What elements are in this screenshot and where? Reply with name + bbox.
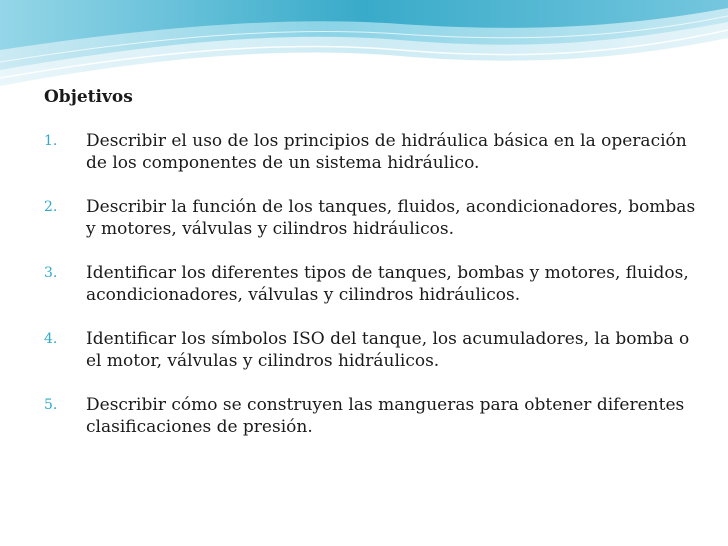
- objective-number: 5.: [44, 397, 58, 413]
- objective-item: [44, 328, 704, 372]
- objective-item: [44, 130, 704, 174]
- objectives-list: [44, 130, 704, 438]
- slide-heading: Objetivos: [44, 87, 133, 107]
- objective-text: Describir el uso de los principios de hidráulica básica en la operación de los componentes de un sistema hidráulico.: [86, 131, 687, 173]
- objective-item: [44, 394, 704, 438]
- objective-number: 2.: [44, 199, 58, 215]
- objective-number: 3.: [44, 265, 58, 281]
- objective-number: 1.: [44, 133, 58, 149]
- objective-item: [44, 262, 704, 306]
- objective-item: [44, 196, 704, 240]
- objective-number: 4.: [44, 331, 58, 347]
- objective-text: Describir la función de los tanques, fluidos, acondicionadores, bombas y motores, válvulas y cilindros hidráulicos.: [86, 197, 696, 239]
- slide-content: [44, 84, 704, 438]
- objective-text: Describir cómo se construyen las mangueras para obtener diferentes clasificaciones de presión.: [86, 395, 685, 437]
- objective-text: Identificar los símbolos ISO del tanque, los acumuladores, la bomba o el motor, válvulas y cilindros hidráulicos.: [86, 329, 690, 371]
- objective-text: Identificar los diferentes tipos de tanques, bombas y motores, fluidos, acondicionadores, válvulas y cilindros hidráulicos.: [86, 263, 689, 305]
- header-wave-decoration: [0, 0, 728, 90]
